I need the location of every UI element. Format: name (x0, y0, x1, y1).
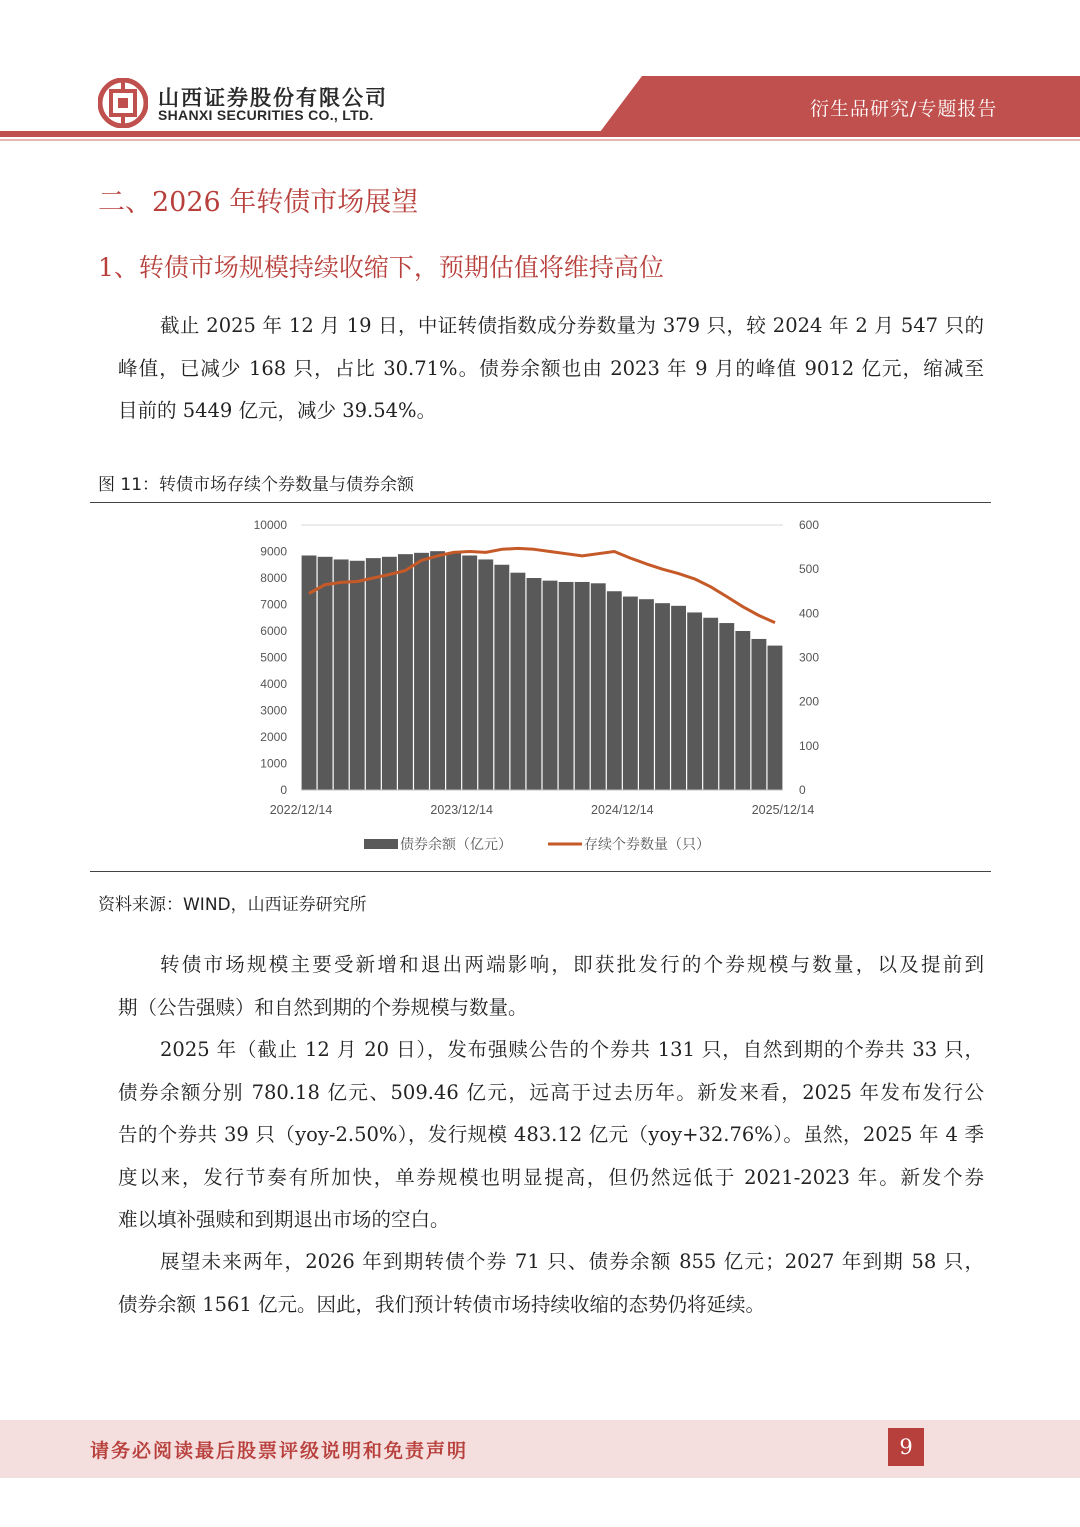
balance-bar (671, 606, 686, 790)
right-axis-tick: 100 (799, 738, 820, 753)
figure-title: 图 11：转债市场存续个券数量与债券余额 (98, 475, 415, 495)
para-line: 难以填补强赎和到期退出市场的空白。 (118, 1208, 450, 1231)
para-line: 2025 年（截止 12 月 20 日），发布强赎公告的个券共 131 只，自然到期的个券共 33 只， (160, 1038, 984, 1061)
left-axis-tick: 3000 (260, 703, 287, 718)
para-line: 峰值，已减少 168 只，占比 30.71%。债券余额也由 2023 年 9 月的峰值 9012 亿元，缩减至 (118, 356, 984, 380)
right-axis-tick: 500 (799, 562, 820, 577)
balance-bar (703, 618, 718, 790)
balance-bar (446, 553, 461, 790)
right-axis-tick: 400 (799, 606, 820, 621)
left-axis-tick: 7000 (260, 597, 287, 612)
balance-bar (494, 565, 509, 790)
legend-line-label: 存续个券数量（只） (584, 837, 710, 853)
balance-bar (768, 646, 783, 790)
header-rule (0, 131, 1080, 137)
balance-bar (687, 612, 702, 790)
x-axis-tick: 2023/12/14 (430, 803, 493, 817)
balance-bar (607, 591, 622, 790)
balance-bar (751, 639, 766, 790)
balance-bar (382, 557, 397, 790)
paragraph-1 (118, 305, 984, 433)
balance-bar (462, 555, 477, 790)
legend-bar-label: 债券余额（亿元） (400, 837, 512, 853)
x-axis-tick: 2025/12/14 (751, 803, 815, 817)
right-axis-tick: 200 (799, 694, 820, 709)
right-axis-tick: 300 (799, 650, 820, 665)
balance-bar (414, 553, 429, 790)
header-rule-thin (0, 139, 1080, 141)
right-axis-tick: 600 (799, 518, 820, 532)
balance-bar (719, 623, 734, 790)
left-axis-tick: 8000 (260, 571, 287, 585)
para-line: 截止 2025 年 12 月 19 日，中证转债指数成分券数量为 379 只，较 2024 年 2 月 547 只的 (160, 314, 984, 337)
page-number: 9 (888, 1428, 924, 1466)
left-axis-tick: 9000 (260, 544, 287, 559)
report-type: 衍生品研究/专题报告 (810, 98, 998, 120)
balance-bar (510, 573, 525, 790)
para-line: 债券余额 1561 亿元。因此，我们预计转债市场持续收缩的态势仍将延续。 (118, 1292, 766, 1316)
company-logo-icon (98, 78, 148, 128)
balance-bar (543, 581, 558, 790)
balance-bar (639, 599, 654, 790)
balance-bar (735, 631, 750, 790)
legend-bar-swatch (364, 839, 398, 849)
x-axis-tick: 2024/12/14 (591, 803, 654, 817)
figure-top-rule (90, 502, 991, 503)
balance-bar (623, 597, 638, 790)
balance-bar (350, 561, 365, 790)
para-line: 转债市场规模主要受新增和退出两端影响，即获批发行的个券规模与数量，以及提前到 (160, 953, 984, 976)
balance-bar (591, 583, 606, 790)
right-axis-tick: 0 (799, 783, 806, 797)
para-line: 期（公告强赎）和自然到期的个券规模与数量。 (118, 995, 528, 1019)
balance-bar (478, 559, 493, 790)
balance-bar (655, 603, 670, 790)
balance-bar (575, 582, 590, 790)
paragraph-3 (118, 1029, 984, 1242)
left-axis-tick: 4000 (260, 677, 287, 691)
company-name-en: SHANXI SECURITIES CO., LTD. (158, 107, 374, 123)
balance-bar (398, 554, 413, 790)
para-line: 债券余额分别 780.18 亿元、509.46 亿元，远高于过去历年。新发来看，2025 年发布发行公 (118, 1080, 984, 1104)
para-line: 告的个券共 39 只（yoy-2.50%），发行规模 483.12 亿元（yoy+32.76%）。虽然，2025 年 4 季 (118, 1123, 984, 1146)
left-axis-tick: 1000 (260, 756, 287, 771)
balance-bar (366, 558, 381, 790)
x-axis-tick: 2022/12/14 (269, 803, 333, 817)
para-line: 目前的 5449 亿元，减少 39.54%。 (118, 399, 437, 422)
left-axis-tick: 10000 (253, 518, 287, 532)
balance-bar (334, 559, 349, 790)
page-header (0, 0, 1080, 150)
left-axis-tick: 2000 (260, 730, 287, 744)
figure-source: 资料来源：WIND，山西证券研究所 (98, 895, 367, 915)
para-line: 度以来，发行节奏有所加快，单券规模也明显提高，但仍然远低于 2021-2023 年。新发个券 (118, 1165, 984, 1189)
balance-bar (527, 578, 542, 790)
left-axis-tick: 0 (280, 783, 287, 797)
balance-bar (318, 557, 333, 790)
company-name-cn: 山西证券股份有限公司 (158, 86, 388, 110)
balance-bar (559, 582, 574, 790)
para-line: 展望未来两年，2026 年到期转债个券 71 只、债券余额 855 亿元；2027 年到期 58 只， (160, 1250, 984, 1273)
paragraph-2 (118, 944, 984, 1029)
subsection-title: 1、转债市场规模持续收缩下，预期估值将维持高位 (98, 253, 664, 282)
balance-bar (430, 551, 445, 790)
figure-bottom-rule (90, 871, 991, 872)
left-axis-tick: 5000 (260, 650, 287, 665)
chart (90, 505, 990, 870)
disclaimer-text: 请务必阅读最后股票评级说明和免责声明 (90, 1440, 469, 1462)
section-title: 二、2026 年转债市场展望 (98, 187, 419, 218)
left-axis-tick: 6000 (260, 624, 287, 638)
paragraph-4 (118, 1241, 984, 1326)
